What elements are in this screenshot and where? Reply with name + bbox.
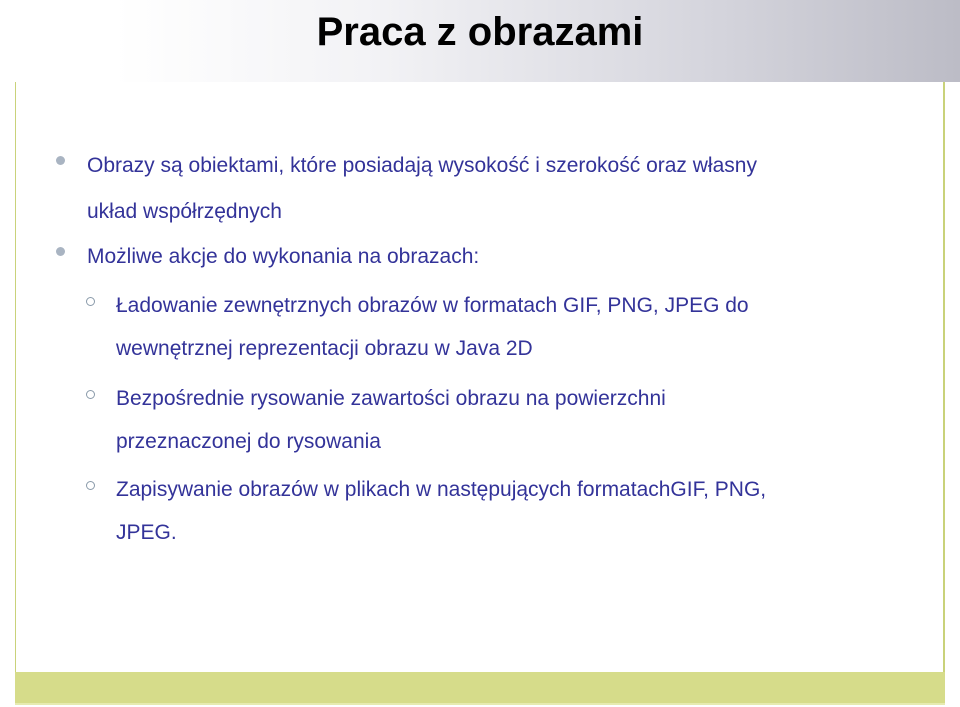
sub-bullet-line: wewnętrznej reprezentacji obrazu w Java 2D xyxy=(116,337,533,360)
sub-bullet-line: Bezpośrednie rysowanie zawartości obrazu na powierzchni xyxy=(116,387,666,410)
bullet-line: Możliwe akcje do wykonania na obrazach: xyxy=(87,245,480,268)
sub-bullet-text xyxy=(116,468,876,554)
sub-bullet-text xyxy=(116,284,876,370)
sub-bullet-text xyxy=(116,377,876,463)
hollow-circle-bullet-icon xyxy=(86,481,95,490)
bullet-line: układ współrzędnych xyxy=(87,200,282,223)
bullet-line: Obrazy są obiektami, które posiadają wysokość i szerokość oraz własny xyxy=(87,154,757,177)
filled-circle-bullet-icon xyxy=(56,156,65,165)
sub-bullet-line: przeznaczonej do rysowania xyxy=(116,430,381,453)
slide-title: Praca z obrazami xyxy=(316,10,644,54)
bullet-text xyxy=(87,143,887,235)
filled-circle-bullet-icon xyxy=(56,247,65,256)
sub-bullet-line: JPEG. xyxy=(116,521,177,544)
bullet-text xyxy=(87,234,887,280)
sub-bullet-line: Ładowanie zewnętrznych obrazów w formatach GIF, PNG, JPEG do xyxy=(116,294,749,317)
hollow-circle-bullet-icon xyxy=(86,390,95,399)
sub-bullet-line: Zapisywanie obrazów w plikach w następujących formatachGIF, PNG, xyxy=(116,478,767,501)
hollow-circle-bullet-icon xyxy=(86,297,95,306)
